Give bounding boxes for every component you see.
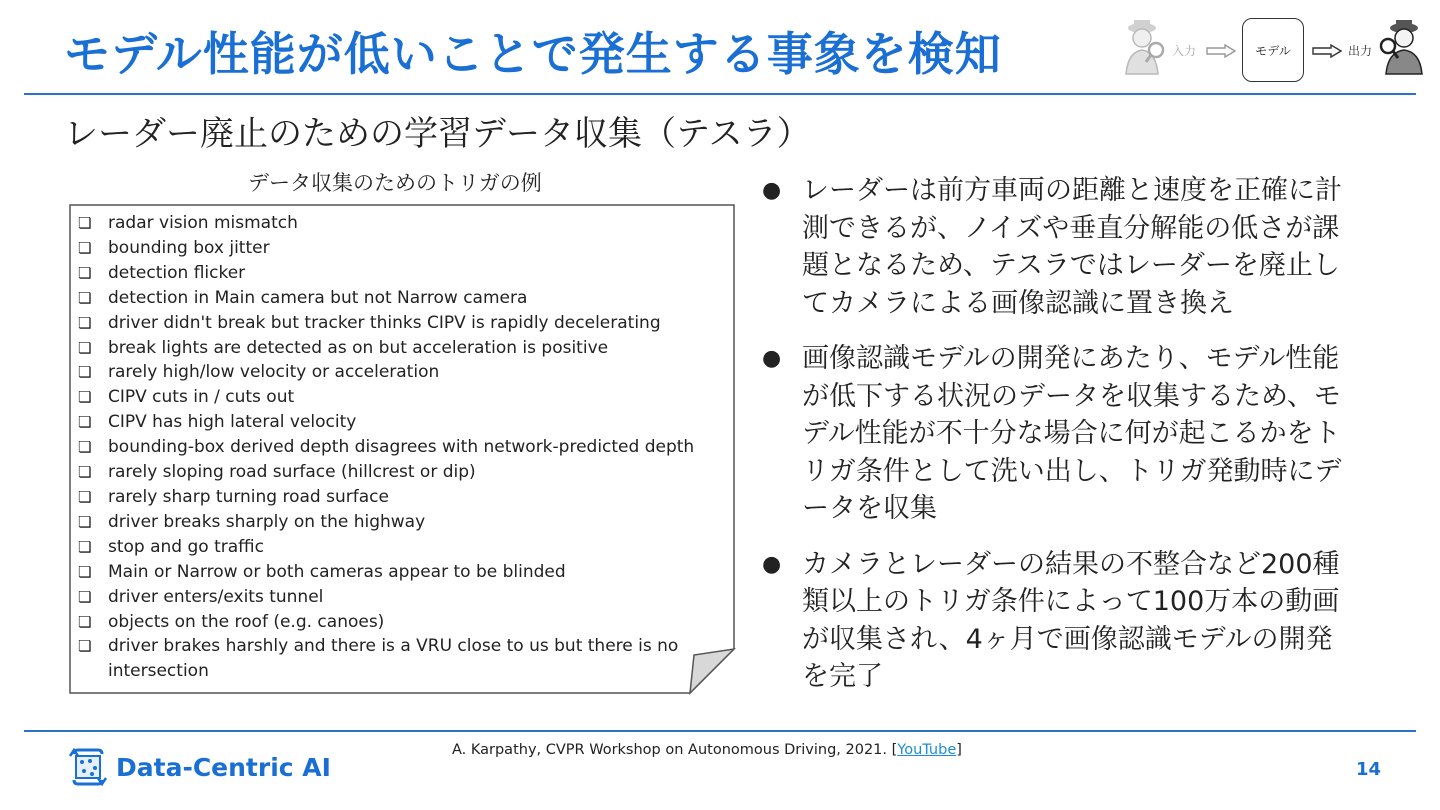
footer-divider: [24, 730, 1416, 732]
trigger-text: detection flicker: [108, 262, 246, 283]
output-detective-icon: [1378, 16, 1424, 76]
checkbox-icon: ❏: [78, 612, 92, 631]
trigger-text: driver enters/exits tunnel: [108, 586, 324, 607]
page-number: 14: [1356, 759, 1382, 780]
slide-subtitle: レーダー廃止のための学習データ収集（テスラ）: [64, 114, 811, 154]
trigger-text: driver brakes harshly and there is a VRU close to us but there is no intersection: [108, 636, 679, 682]
checkbox-icon: ❏: [78, 338, 92, 357]
bullet-dot-icon: ●: [762, 346, 782, 371]
checkbox-icon: ❏: [78, 313, 92, 332]
model-box: モデル: [1242, 18, 1304, 82]
checkbox-icon: ❏: [78, 214, 92, 232]
brand-logo: [68, 745, 331, 789]
checkbox-icon: ❏: [78, 537, 92, 556]
trigger-item: [76, 385, 726, 410]
trigger-text: driver breaks sharply on the highway: [108, 511, 426, 532]
bullet-dot-icon: ●: [762, 178, 782, 203]
trigger-item: [76, 360, 726, 385]
data-centric-logo-icon: [68, 746, 108, 788]
trigger-item: [76, 286, 726, 311]
arrow-right-icon: [1206, 44, 1236, 58]
trigger-item: [76, 410, 726, 435]
input-detective-icon: [1120, 16, 1166, 76]
trigger-text: bounding-box derived depth disagrees with network-predicted depth: [108, 437, 695, 458]
checkbox-icon: ❏: [78, 263, 92, 282]
citation-end: ]: [956, 742, 962, 758]
trigger-item: [76, 336, 726, 361]
trigger-item: [76, 261, 726, 286]
bullet-text: 画像認識モデルの開発にあたり、モデル性能が低下する状況のデータを収集するため、モデル性能が不十分な場合に何が起こるかをトリガ条件として洗い出し、トリガ発動時にデータを収集: [802, 343, 1342, 524]
checkbox-icon: ❏: [78, 238, 92, 257]
trigger-text: CIPV cuts in / cuts out: [108, 387, 295, 408]
trigger-item: [76, 510, 726, 535]
bullet-item: [760, 340, 1350, 528]
trigger-item: [76, 634, 726, 684]
checkbox-icon: ❏: [78, 562, 92, 581]
trigger-text: Main or Narrow or both cameras appear to be blinded: [108, 561, 566, 582]
trigger-text: break lights are detected as on but acceleration is positive: [108, 337, 609, 358]
youtube-link[interactable]: YouTube: [897, 742, 957, 758]
checkbox-icon: ❏: [78, 413, 92, 432]
checkbox-icon: ❏: [78, 438, 92, 457]
trigger-item: [76, 485, 726, 510]
trigger-text: rarely high/low velocity or acceleration: [108, 362, 440, 383]
arrow-right-icon: [1312, 44, 1342, 58]
card-caption: データ収集のためのトリガの例: [248, 171, 542, 195]
trigger-item: [76, 560, 726, 585]
trigger-note-card: [68, 203, 736, 695]
trigger-item: [76, 435, 726, 460]
trigger-item: [76, 211, 726, 236]
trigger-item: [76, 311, 726, 336]
header-divider: [24, 93, 1416, 95]
bullet-item: [760, 172, 1350, 322]
checkbox-icon: ❏: [78, 587, 92, 606]
checkbox-icon: ❏: [78, 463, 92, 482]
citation: [452, 742, 962, 758]
trigger-text: bounding box jitter: [108, 237, 270, 258]
logo-text: Data-Centric AI: [116, 752, 331, 782]
trigger-text: rarely sloping road surface (hillcrest or dip): [108, 462, 476, 483]
checkbox-icon: ❏: [78, 487, 92, 506]
trigger-text: objects on the roof (e.g. canoes): [108, 611, 385, 632]
bullet-text: カメラとレーダーの結果の不整合など200種類以上のトリガ条件によって100万本の動画が収集され、4ヶ月で画像認識モデルの開発を完了: [802, 548, 1340, 692]
checkbox-icon: ❏: [78, 388, 92, 407]
checkbox-icon: ❏: [78, 637, 92, 656]
checkbox-icon: ❏: [78, 363, 92, 382]
checkbox-icon: ❏: [78, 512, 92, 531]
checkbox-icon: ❏: [78, 288, 92, 307]
trigger-item: [76, 236, 726, 261]
trigger-text: rarely sharp turning road surface: [108, 486, 389, 507]
trigger-text: stop and go traffic: [108, 536, 264, 557]
trigger-text: driver didn't break but tracker thinks CIPV is rapidly decelerating: [108, 312, 661, 333]
trigger-text: CIPV has high lateral velocity: [108, 412, 357, 433]
trigger-item: [76, 610, 726, 635]
bullet-dot-icon: ●: [762, 551, 782, 577]
trigger-text: detection in Main camera but not Narrow camera: [108, 287, 528, 308]
io-diagram: [1120, 12, 1430, 90]
trigger-item: [76, 460, 726, 485]
trigger-list: [76, 211, 726, 684]
bullet-item: [760, 546, 1350, 696]
input-label: 入力: [1172, 44, 1197, 58]
citation-text: A. Karpathy, CVPR Workshop on Autonomous Driving, 2021. [: [452, 742, 898, 758]
slide-title: モデル性能が低いことで発生する事象を検知: [64, 27, 1002, 81]
trigger-text: radar vision mismatch: [108, 213, 298, 233]
bullet-list: [760, 172, 1350, 714]
bullet-text: レーダーは前方車両の距離と速度を正確に計測できるが、ノイズや垂直分解能の低さが課題となるため、テスラではレーダーを廃止してカメラによる画像認識に置き換え: [802, 175, 1342, 319]
output-label: 出力: [1348, 44, 1373, 58]
trigger-item: [76, 535, 726, 560]
trigger-item: [76, 585, 726, 610]
